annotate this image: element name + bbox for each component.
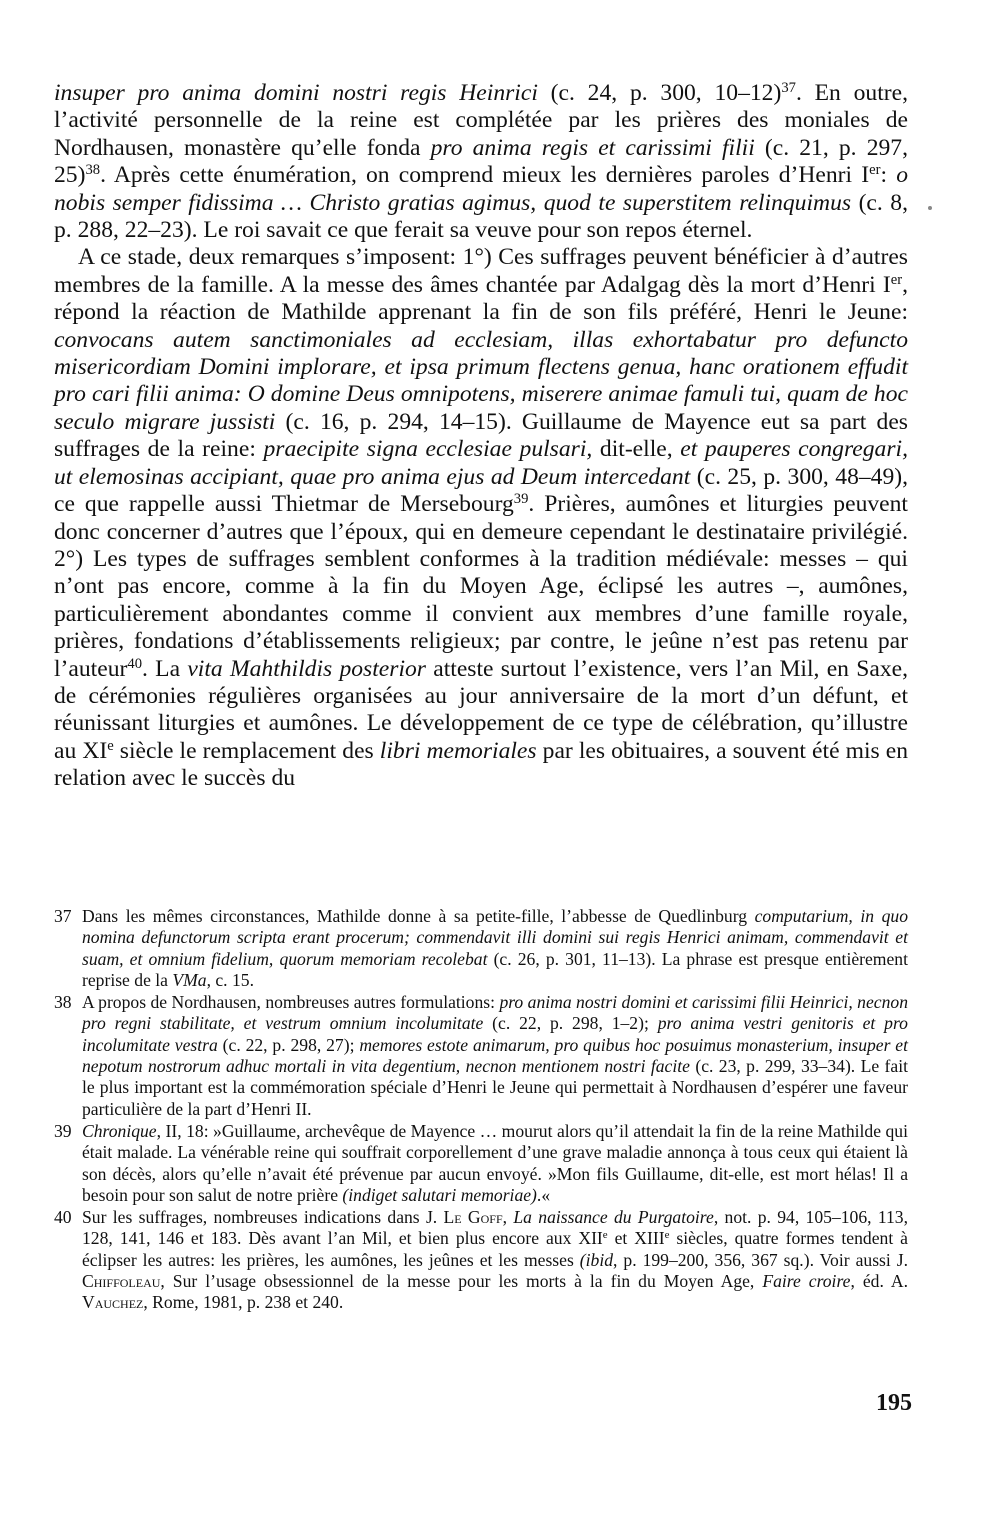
footnote-40 bbox=[54, 1207, 908, 1313]
text-run: (c. 23, p. 299, 33–34). Le fait le plus important est la commémoration spéciale d’Henri le Jeune qui permettait à Nordhausen d’espérer une faveur particulière de la part d’Henri II. bbox=[82, 1056, 908, 1119]
text-run: et XIII bbox=[607, 1228, 665, 1249]
superscript: er bbox=[869, 162, 881, 179]
footnote-text bbox=[82, 906, 908, 990]
text-run: siècle le remplacement des bbox=[113, 737, 380, 764]
text-run: . En outre, l’activité personnelle de la reine est complétée par les prières des moniales de Nordhausen, monastère qu’elle fonda bbox=[54, 80, 908, 161]
italic-run: (indiget salutari memoriae) bbox=[342, 1184, 537, 1205]
paragraph-1 bbox=[54, 80, 908, 244]
text-run: (c. 16, p. 294, 14–15). Guillaume de Mayence eut sa part des suffrages de la reine: bbox=[54, 408, 908, 463]
main-text bbox=[54, 80, 908, 793]
italic-run: insuper pro anima domini nostri regis Heinrici bbox=[54, 80, 538, 106]
italic-run: o nobis semper fidissima … Christo gratias agimus, quod te superstitem relinquimus bbox=[54, 162, 908, 216]
italic-run: vita Mahthildis posterior bbox=[187, 655, 426, 682]
italic-run: libri memoriales bbox=[379, 737, 537, 764]
superscript: e bbox=[664, 1229, 670, 1242]
italic-run: praecipite signa ecclesiae pulsari, bbox=[263, 436, 593, 463]
text-run: A propos de Nordhausen, nombreuses autres formulations: bbox=[82, 992, 500, 1013]
text-run: , éd. A. bbox=[850, 1271, 908, 1292]
italic-run: computarium, in quo nomina defunctorum scripta erant procerum; commendavit illi domini sui regis Henrici animam, commendavit et suam, et omnium fidelium, quorum memoriam recolebat bbox=[82, 906, 908, 969]
text-run: , Sur l’usage obsessionnel de la messe pour les morts à la fin du Moyen Age, bbox=[160, 1271, 763, 1292]
text-run: , répond la réaction de Mathilde apprenant la fin de son fils préféré, Henri le Jeune: bbox=[54, 271, 908, 326]
text-run: (c. 22, p. 298, 27); bbox=[217, 1034, 360, 1055]
superscript: 40 bbox=[127, 655, 142, 672]
smallcaps-run: Vauchez bbox=[82, 1292, 144, 1313]
superscript: e bbox=[602, 1229, 608, 1242]
text-run: siècles, quatre formes tendent à éclipser les autres: les prières, les aumônes, les jeûnes et les messes bbox=[82, 1228, 908, 1270]
italic-run: pro anima nostri domini et carissimi filii Heinrici, necnon pro regni stabilitate, et vestrum omnium incolumitate bbox=[82, 992, 908, 1034]
superscript: 37 bbox=[781, 79, 796, 96]
text-run: (c. 8, p. 288, 22–23). Le roi savait ce que ferait sa veuve pour son repos éternel. bbox=[54, 189, 908, 244]
text-run: , c. 15. bbox=[206, 969, 254, 990]
italic-run: pro anima vestri genitoris et pro incolumitate vestra bbox=[82, 1013, 908, 1055]
footnote-number: 40 bbox=[54, 1207, 72, 1228]
footnote-text bbox=[82, 992, 908, 1118]
text-run: , bbox=[502, 1207, 514, 1228]
margin-mark bbox=[928, 206, 932, 210]
italic-run: Faire croire bbox=[762, 1271, 851, 1292]
text-run: , not. p. 94, 105–106, 113, 128, 141, 146 et 183. Dès avant l’an Mil, et bien plus encore aux XII bbox=[82, 1207, 908, 1249]
italic-run: et pauperes congregari, ut elemosinas accipiant, quae pro anima ejus ad Deum intercedant bbox=[54, 436, 908, 490]
footnote-text bbox=[82, 1207, 908, 1312]
footnote-number: 39 bbox=[54, 1120, 72, 1141]
text-run: Dans les mêmes circonstances, Mathilde donne à sa petite-fille, l’abbesse de Quedlinburg bbox=[82, 906, 755, 926]
italic-run: Chronique bbox=[82, 1120, 157, 1141]
text-run: , II, 18: »Guillaume, archevêque de Mayence … mourut alors qu’il attendait la fin de la reine Mathilde qui était malade. La vénérable reine qui souffrait corporellement d’une grave maladie annonça à tous ceux qui étaient là son décès, alors qu’elle n’avait été prévenue par aucun envoyé. »Mon fils Guillaume, dit-elle, est mort hélas! Il a besoin pour son salut de notre prière bbox=[82, 1120, 908, 1205]
smallcaps-run: Le Goff bbox=[443, 1207, 503, 1228]
italic-run: pro anima regis et carissimi filii bbox=[430, 134, 755, 161]
text-run: (c. 24, p. 300, 10–12) bbox=[537, 80, 782, 106]
footnote-text bbox=[82, 1121, 908, 1205]
footnotes bbox=[54, 906, 908, 1315]
italic-run: VMa bbox=[172, 969, 207, 990]
footnote-number: 37 bbox=[54, 906, 72, 926]
text-run: . La bbox=[142, 655, 188, 682]
superscript: 39 bbox=[513, 491, 529, 508]
superscript: e bbox=[107, 737, 114, 754]
text-run: dit-elle, bbox=[592, 436, 681, 463]
italic-run: memores estote animarum, pro quibus hoc posuimus monasterium, insuper et nepotum nostrorum adhuc mortali in vita degentium, necnon mentionem nostri facite bbox=[82, 1034, 908, 1077]
text-run: , Rome, 1981, p. 238 et 240. bbox=[143, 1292, 344, 1313]
text-run: atteste surtout l’existence, vers l’an Mil, en Saxe, de cérémonies régulières organisées au jour anniversaire de la mort d’un défunt, et réunissant liturgies et aumônes. Le développement de ce type de célébration, qu’illustre au XI bbox=[54, 655, 908, 764]
text-run: par les obituaires, a souvent été mis en relation avec le succès du bbox=[54, 737, 908, 792]
superscript: er bbox=[890, 271, 903, 288]
footnote-number: 38 bbox=[54, 992, 72, 1013]
text-run: (c. 25, p. 300, 48–49), ce que rappelle aussi Thietmar de Mersebourg bbox=[54, 463, 909, 518]
italic-run: convocans autem sanctimoniales ad ecclesiam, illas exhortabatur pro defuncto misericordiam Domini implorare, et ipsa primum flectens genua, hanc orationem effudit pro cari filii anima: O domine Deus omnipotens, miserere animae famuli tui, quam de hoc seculo migrare jussisti bbox=[54, 326, 908, 435]
text-run: . Prières, aumônes et liturgies peuvent donc concerner d’autres que l’époux, qui en demeure cependant le destinataire privilégié. 2°) Les types de suffrages semblent conformes à la tradition médiévale: messes – qui n’ont pas encore, comme à la fin du Moyen Age, éclipsé les autres –, aumônes, particulièrement abondantes comme il convient aux membres d’une famille royale, prières, fondations d’établissements religieux; par contre, le jeûne n’est pas retenu par l’auteur bbox=[54, 491, 908, 682]
superscript: 38 bbox=[85, 162, 101, 179]
footnote-38 bbox=[54, 992, 908, 1120]
text-run: , p. 199–200, 356, 367 sq.). Voir aussi J. bbox=[613, 1249, 908, 1270]
text-run: (c. 26, p. 301, 11–13). La phrase est presque entièrement reprise de la bbox=[82, 948, 908, 990]
text-run: Sur les suffrages, nombreuses indications dans J. bbox=[82, 1207, 444, 1228]
text-run: (c. 21, p. 297, 25) bbox=[54, 134, 908, 189]
italic-run: (ibid bbox=[579, 1249, 614, 1270]
page-number: 195 bbox=[876, 1390, 912, 1416]
text-run: .« bbox=[536, 1184, 551, 1205]
text-run: A ce stade, deux remarques s’imposent: 1°) Ces suffrages peuvent bénéficier à d’autres membres de la famille. A la messe des âmes chantée par Adalgag dès la mort d’Henri I bbox=[54, 244, 908, 298]
italic-run: La naissance du Purgatoire bbox=[513, 1207, 714, 1228]
text-run: : bbox=[880, 162, 897, 189]
footnote-37 bbox=[54, 906, 908, 991]
footnote-39 bbox=[54, 1121, 908, 1206]
text-run: . Après cette énumération, on comprend mieux les dernières paroles d’Henri I bbox=[100, 162, 870, 189]
text-run: (c. 22, p. 298, 1–2); bbox=[483, 1013, 658, 1034]
smallcaps-run: Chiffoleau bbox=[82, 1271, 161, 1292]
paragraph-2 bbox=[54, 244, 908, 792]
